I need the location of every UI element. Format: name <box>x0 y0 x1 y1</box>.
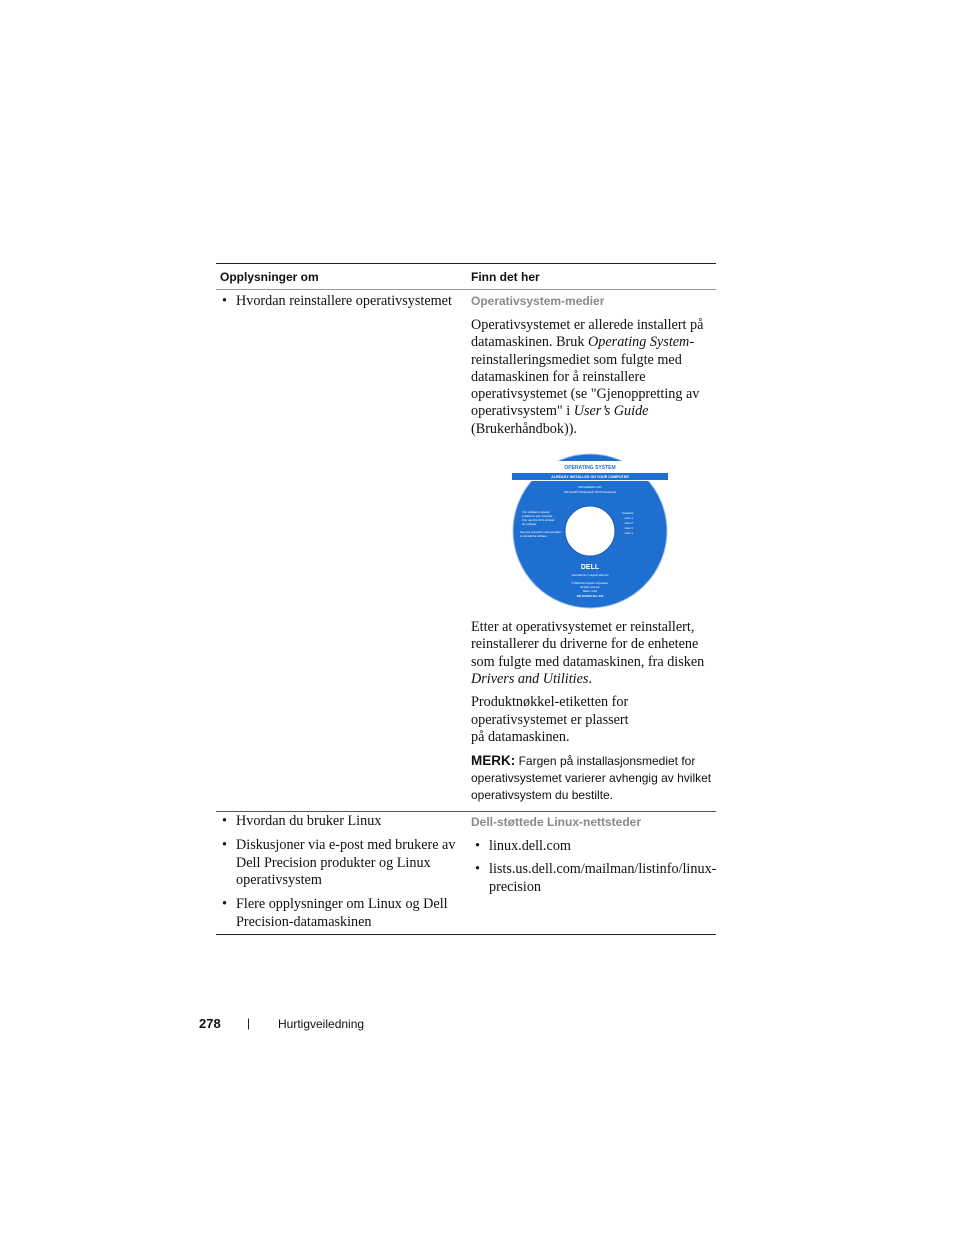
svg-text:ALREADY INSTALLED ON YOUR COMP: ALREADY INSTALLED ON YOUR COMPUTER <box>551 475 629 480</box>
row-info-cell <box>216 290 468 811</box>
list-item: • Hvordan du bruker Linux <box>222 813 462 830</box>
table-row <box>216 290 716 811</box>
list-item: • Diskusjoner via e-post med brukere av Dell Precision produkter og Linux operativsystem <box>222 837 462 889</box>
note-label: MERK: <box>471 753 516 769</box>
bullet-text: Flere opplysninger om Linux og Dell Precision-datamaskinen <box>236 896 448 930</box>
list-item: • Hvordan reinstallere operativsystemet <box>222 293 462 310</box>
row-source-cell <box>468 812 716 934</box>
bullet-text: Hvordan reinstallere operativsystemet <box>236 293 452 309</box>
header-find-here: Finn det her <box>471 269 540 284</box>
svg-text:P/N 0XXXXX Rev. A00: P/N 0XXXXX Rev. A00 <box>576 595 604 599</box>
bullet-text: Hvordan du bruker Linux <box>236 813 382 830</box>
svg-text:OPERATING SYSTEM: OPERATING SYSTEM <box>564 465 616 472</box>
drivers-paragraph: Etter at operativsystemet er reinstallert, reinstallerer du driverne for de enhetene som fulgte med datamaskinen, fra disken Drivers and Utilities. <box>471 619 705 687</box>
svg-text:Only use this CD to reinstall: Only use this CD to reinstall <box>522 519 555 523</box>
svg-text:Microsoft® Windows® XP Profess: Microsoft® Windows® XP Professional <box>564 490 616 495</box>
svg-text:© 2003 Dell Computer Corporati: © 2003 Dell Computer Corporation. <box>571 582 609 586</box>
footer-separator: | <box>247 1016 251 1030</box>
svg-text:• Item 3: • Item 3 <box>624 527 633 531</box>
list-item: • lists.us.dell.com/mailman/listinfo/linux-precision <box>475 861 717 895</box>
svg-text:Made in USA: Made in USA <box>582 590 598 594</box>
info-table <box>216 263 716 935</box>
svg-text:www.dell.com | support.dell.co: www.dell.com | support.dell.com <box>571 574 609 578</box>
svg-text:the software.: the software. <box>522 523 537 527</box>
svg-text:Reinstallation CD: Reinstallation CD <box>578 485 602 490</box>
page-number: 278 <box>199 1016 221 1031</box>
svg-text:to reinstall the software.: to reinstall the software. <box>520 535 548 539</box>
list-item: • Flere opplysninger om Linux og Dell Precision-datamaskinen <box>222 896 462 931</box>
svg-text:See your computer's documentat: See your computer's documentation <box>520 531 562 535</box>
svg-text:• Item 2: • Item 2 <box>624 522 633 526</box>
link-linux-dell[interactable]: linux.dell.com <box>489 838 571 855</box>
note <box>471 752 714 804</box>
note-text: Fargen på installasjonsmediet for operativsystemet varierer avhengig av hvilket operativsystem du bestilte. <box>471 754 712 803</box>
row-source-cell <box>468 290 716 811</box>
product-key-paragraph: Produktnøkkel-etiketten for operativsystemet er plassert på datamaskinen. <box>471 694 629 745</box>
table-header <box>216 264 716 290</box>
row-info-cell <box>216 812 468 934</box>
os-disc-image <box>512 453 668 609</box>
svg-text:Your software is already: Your software is already <box>522 511 550 515</box>
footer-title: Hurtigveiledning <box>278 1017 365 1031</box>
svg-text:Contents:: Contents: <box>622 511 634 516</box>
section-subhead: Operativsystem-medier <box>471 294 605 308</box>
link-list <box>471 838 717 896</box>
svg-text:• Item 4: • Item 4 <box>624 532 633 536</box>
list-item: • linux.dell.com <box>475 838 714 855</box>
svg-text:installed on your computer.: installed on your computer. <box>522 515 553 519</box>
section-subhead: Dell-støttede Linux-nettsteder <box>471 815 642 830</box>
header-info-about: Opplysninger om <box>220 269 319 284</box>
link-mailing-list[interactable]: lists.us.dell.com/mailman/listinfo/linux-precision <box>489 861 717 895</box>
table-row <box>216 811 716 934</box>
bullet-text: Diskusjoner via e-post med brukere av Dell Precision produkter og Linux operativsystem <box>236 837 456 889</box>
svg-text:DELL: DELL <box>580 564 600 572</box>
svg-text:• Item 1: • Item 1 <box>624 517 633 521</box>
svg-text:All rights reserved.: All rights reserved. <box>580 586 600 590</box>
os-media-paragraph: Operativsystemet er allerede installert på datamaskinen. Bruk Operating System-reinstalleringsmediet som fulgte med datamaskinen for å reinstallere operativsystemet (se "Gjenoppretting av operativsystem" i User’s Guide (Brukerhåndbok)). <box>471 317 704 437</box>
